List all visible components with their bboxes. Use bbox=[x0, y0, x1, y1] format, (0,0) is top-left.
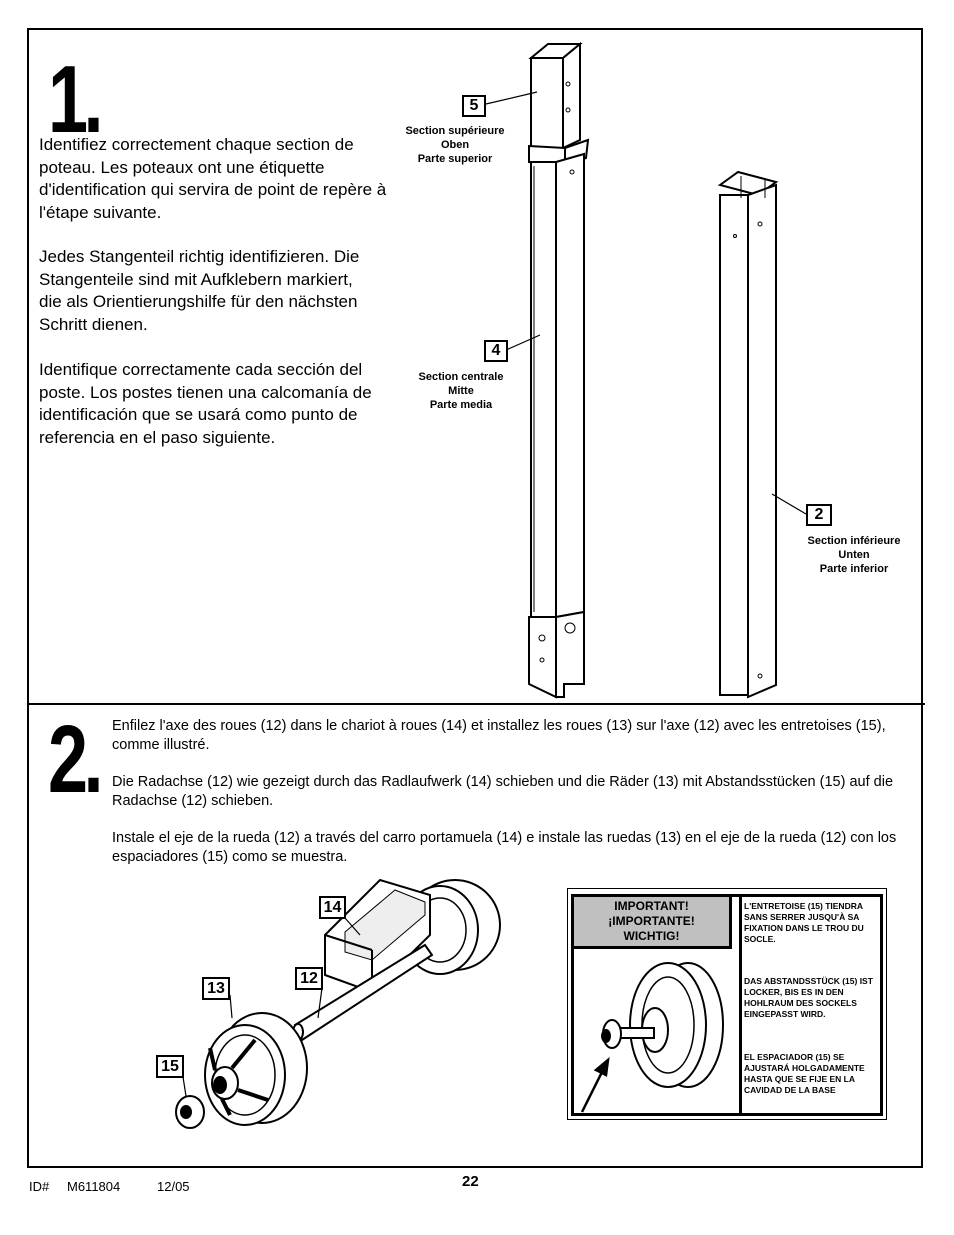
important-note-fr: L'ENTRETOISE (15) TIENDRA SANS SERRER JUSQU'À SA FIXATION DANS LE TROU DU SOCLE. bbox=[744, 901, 864, 944]
step-1-text-de: Jedes Stangenteil richtig identifizieren. Die Stangenteile sind mit Aufklebern markiert, die als Orientierungshilfe für den nächsten Schritt dienen. bbox=[39, 247, 360, 334]
step-2-text-fr: Enfilez l'axe des roues (12) dans le chariot à roues (14) et installez les roues (13) sur l'axe (12) avec les entretoises (15), comme illustré. bbox=[112, 718, 886, 753]
callout-12: 12 bbox=[295, 967, 323, 990]
part-2-caption-es: Parte inferior bbox=[819, 563, 889, 575]
step-2-number: 2. bbox=[48, 706, 100, 813]
important-note-es: EL ESPACIADOR (15) SE AJUSTARÁ HOLGADAMENTE HASTA QUE SE FIJE EN LA CAVIDAD DE LA BASE bbox=[744, 1052, 865, 1095]
part-4-caption-es: Parte media bbox=[429, 399, 493, 411]
part-5-caption-de: Oben bbox=[440, 139, 470, 151]
page-number: 22 bbox=[462, 1173, 479, 1190]
part-2-label: 2 bbox=[806, 504, 832, 526]
important-title-en: IMPORTANT! bbox=[614, 899, 689, 913]
important-title-de: WICHTIG! bbox=[623, 929, 680, 943]
footer-id-label: ID# bbox=[29, 1179, 50, 1194]
part-5-caption-fr: Section supérieure bbox=[405, 125, 505, 137]
step-2-text-es: Instale el eje de la rueda (12) a través del carro portamuela (14) e instale las ruedas (13) en el eje de la rueda (12) con los espaciadores (15) como se muestra. bbox=[112, 830, 897, 865]
important-note-de: DAS ABSTANDSSTÜCK (15) IST LOCKER, BIS ES IN DEN HOHLRAUM DES SOCKELS EINGEPASST WIRD. bbox=[744, 976, 873, 1019]
part-5-label: 5 bbox=[462, 95, 486, 117]
callout-13: 13 bbox=[202, 977, 230, 1000]
part-4-label: 4 bbox=[484, 340, 508, 362]
footer-date: 12/05 bbox=[157, 1179, 190, 1194]
step-2-text-de: Die Radachse (12) wie gezeigt durch das Radlaufwerk (14) schieben und die Räder (13) mit Abstandsstücken (15) auf die Radachse (12) schieben. bbox=[112, 774, 894, 809]
important-title-es: ¡IMPORTANTE! bbox=[608, 914, 695, 928]
step-1-text-es: Identifique correctamente cada sección del poste. Los postes tienen una calcomanía de identificación que se usará como punto de referencia en el paso siguiente. bbox=[39, 360, 372, 447]
callout-14: 14 bbox=[319, 896, 346, 919]
part-4-caption-fr: Section centrale bbox=[418, 371, 504, 383]
part-5-caption-es: Parte superior bbox=[417, 153, 493, 165]
part-2-caption-fr: Section inférieure bbox=[807, 535, 901, 547]
part-4-caption-de: Mitte bbox=[448, 385, 474, 397]
footer-id-value: M611804 bbox=[67, 1179, 121, 1194]
step-1-text-fr: Identifiez correctement chaque section de poteau. Les poteaux ont une étiquette d'identification qui servira de point de repère à l'étape suivante. bbox=[39, 135, 387, 222]
callout-15: 15 bbox=[156, 1055, 184, 1078]
part-2-caption-de: Unten bbox=[838, 549, 870, 561]
step-1-number: 1. bbox=[48, 46, 100, 153]
